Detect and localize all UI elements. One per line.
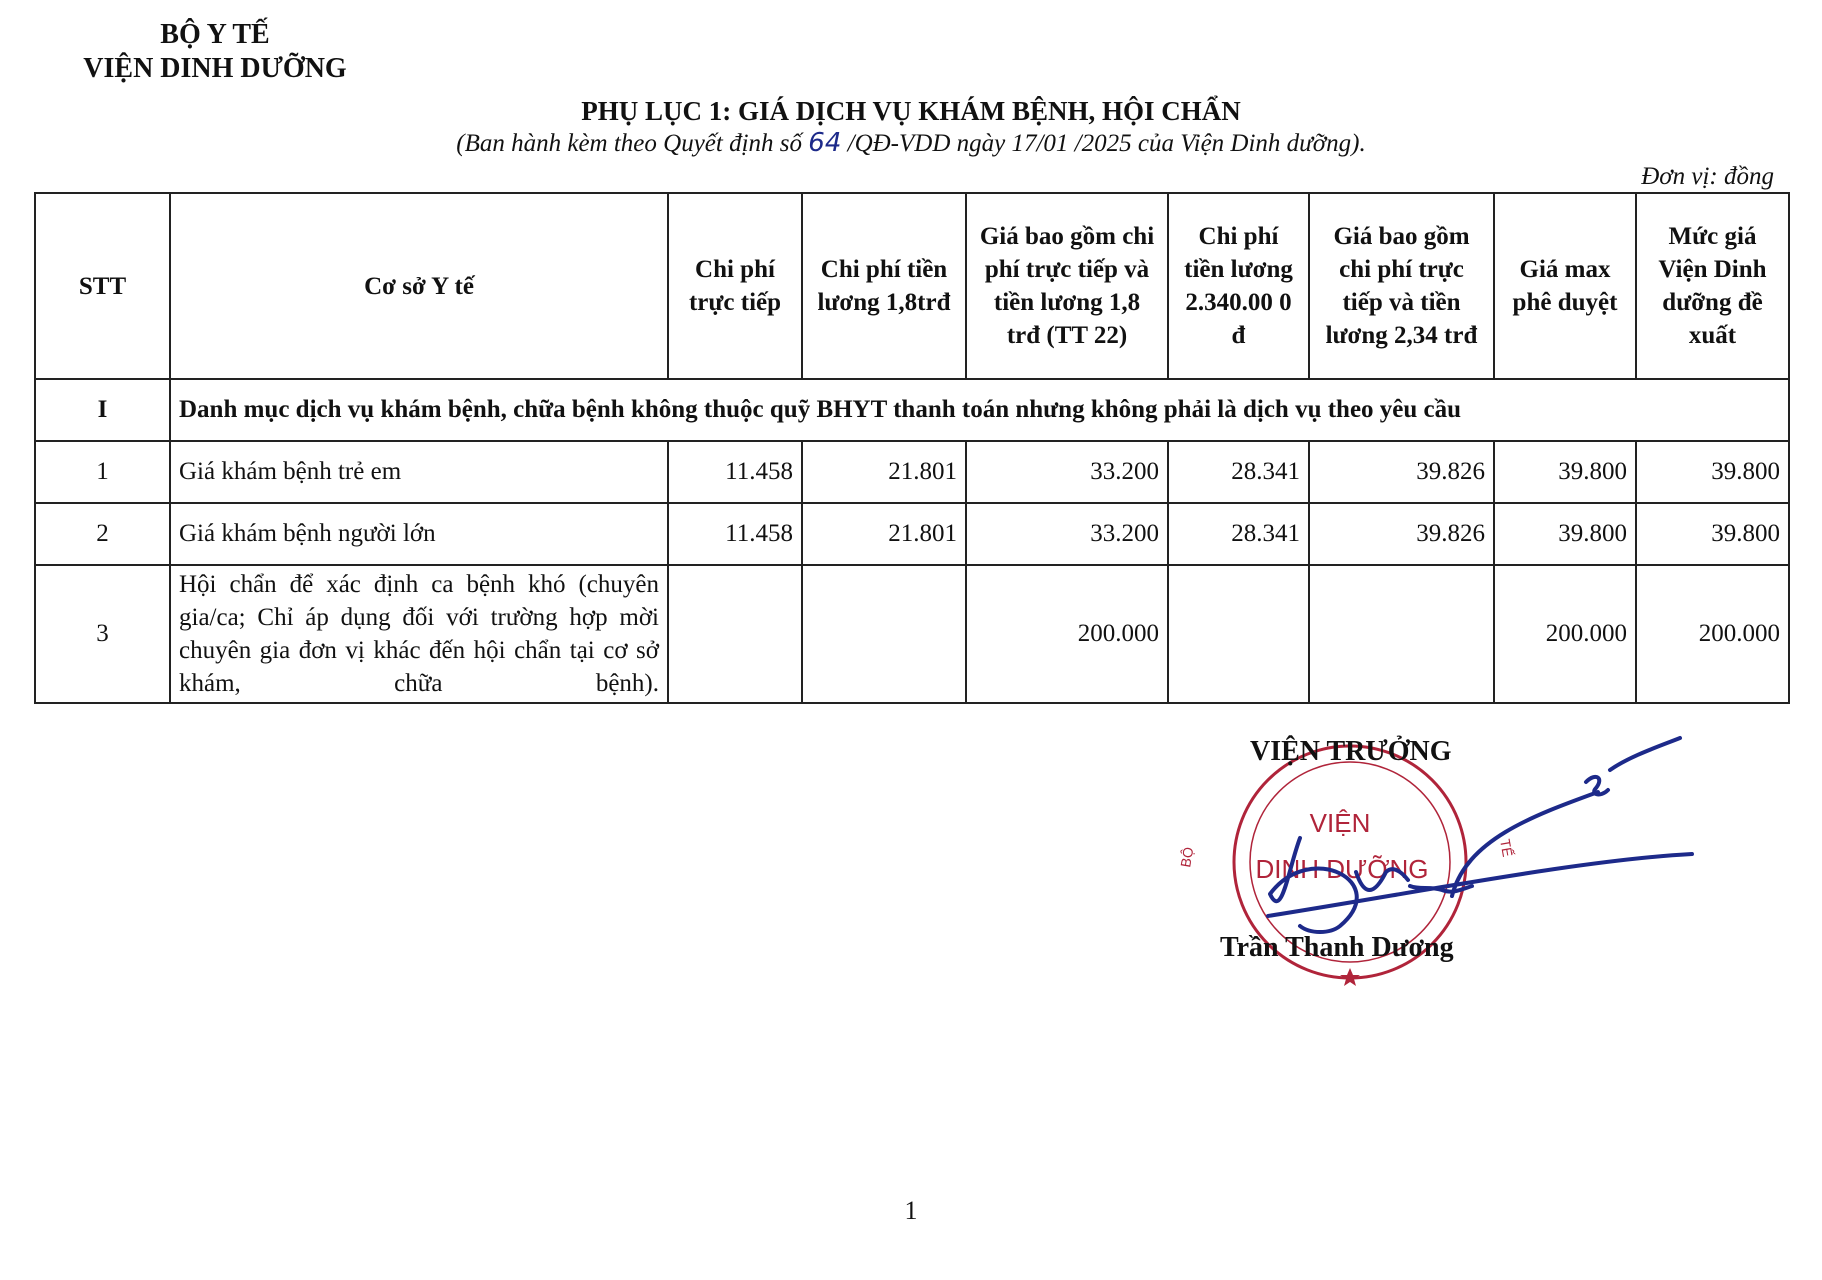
- row-max-price: 200.000: [1494, 565, 1636, 703]
- header-direct-cost: Chi phí trực tiếp: [668, 193, 802, 379]
- row-name: Giá khám bệnh trẻ em: [170, 441, 668, 503]
- org-institute: VIỆN DINH DƯỠNG: [83, 53, 347, 84]
- row-salary-1-8: [802, 565, 966, 703]
- header-price-1-8: Giá bao gồm chi phí trực tiếp và tiền lương 1,8 trđ (TT 22): [966, 193, 1168, 379]
- header-proposed-price: Mức giá Viện Dinh dưỡng đề xuất: [1636, 193, 1789, 379]
- row-salary-1-8: 21.801: [802, 441, 966, 503]
- row-price-2-34: 39.826: [1309, 503, 1494, 565]
- section-row: [35, 379, 1789, 441]
- decision-number: 64: [808, 128, 842, 158]
- table-header-row: [35, 193, 1789, 379]
- header-max-price: Giá max phê duyệt: [1494, 193, 1636, 379]
- row-name: Hội chẩn để xác định ca bệnh khó (chuyên gia/ca; Chỉ áp dụng đối với trường hợp mời chuyên gia đơn vị khác đến hội chẩn tại cơ sở khám, chữa bệnh).: [170, 565, 668, 703]
- signer-position: VIỆN TRƯỞNG: [1250, 736, 1452, 767]
- document-title: PHỤ LỤC 1: GIÁ DỊCH VỤ KHÁM BỆNH, HỘI CHẨN: [581, 96, 1241, 126]
- subtitle-suffix: /QĐ-VDD ngày 17/01 /2025 của Viện Dinh dưỡng).: [841, 130, 1366, 157]
- organization-header: [40, 18, 390, 86]
- header-price-2-34: Giá bao gồm chi phí trực tiếp và tiền lương 2,34 trđ: [1309, 193, 1494, 379]
- svg-text:VIỆN: VIỆN: [1309, 808, 1371, 838]
- header-stt: STT: [35, 193, 170, 379]
- signature-block: [1160, 720, 1720, 1000]
- table-row: [35, 441, 1789, 503]
- row-salary-2-34: 28.341: [1168, 503, 1309, 565]
- header-salary-1-8: Chi phí tiền lương 1,8trđ: [802, 193, 966, 379]
- row-direct-cost: 11.458: [668, 503, 802, 565]
- row-stt: 1: [35, 441, 170, 503]
- row-proposed-price: 39.800: [1636, 503, 1789, 565]
- row-salary-2-34: 28.341: [1168, 441, 1309, 503]
- section-number: I: [35, 379, 170, 441]
- row-stt: 3: [35, 565, 170, 703]
- row-max-price: 39.800: [1494, 441, 1636, 503]
- row-proposed-price: 39.800: [1636, 441, 1789, 503]
- row-salary-1-8: 21.801: [802, 503, 966, 565]
- row-direct-cost: 11.458: [668, 441, 802, 503]
- section-label: Danh mục dịch vụ khám bệnh, chữa bệnh không thuộc quỹ BHYT thanh toán nhưng không phải là dịch vụ theo yêu cầu: [170, 379, 1789, 441]
- header-facility: Cơ sở Y tế: [170, 193, 668, 379]
- table-row: [35, 565, 1789, 703]
- row-price-1-8: 33.200: [966, 503, 1168, 565]
- svg-text:DINH DƯỠNG: DINH DƯỠNG: [1255, 854, 1429, 884]
- org-ministry: BỘ Y TẾ: [160, 19, 270, 50]
- table-row: [35, 503, 1789, 565]
- svg-text:TẾ: TẾ: [1497, 837, 1516, 859]
- row-price-2-34: 39.826: [1309, 441, 1494, 503]
- row-direct-cost: [668, 565, 802, 703]
- header-salary-2-34: Chi phí tiền lương 2.340.00 0 đ: [1168, 193, 1309, 379]
- document-subtitle: [0, 128, 1822, 158]
- row-name: Giá khám bệnh người lớn: [170, 503, 668, 565]
- currency-unit: Đơn vị: đồng: [1641, 163, 1774, 190]
- svg-text:BỘ: BỘ: [1177, 845, 1197, 869]
- row-price-1-8: 33.200: [966, 441, 1168, 503]
- row-salary-2-34: [1168, 565, 1309, 703]
- row-proposed-price: 200.000: [1636, 565, 1789, 703]
- signer-name: Trần Thanh Dương: [1220, 932, 1454, 963]
- page-number: 1: [904, 1196, 918, 1225]
- row-price-1-8: 200.000: [966, 565, 1168, 703]
- row-price-2-34: [1309, 565, 1494, 703]
- row-max-price: 39.800: [1494, 503, 1636, 565]
- row-stt: 2: [35, 503, 170, 565]
- subtitle-prefix: (Ban hành kèm theo Quyết định số: [456, 130, 809, 157]
- price-table: [34, 192, 1790, 704]
